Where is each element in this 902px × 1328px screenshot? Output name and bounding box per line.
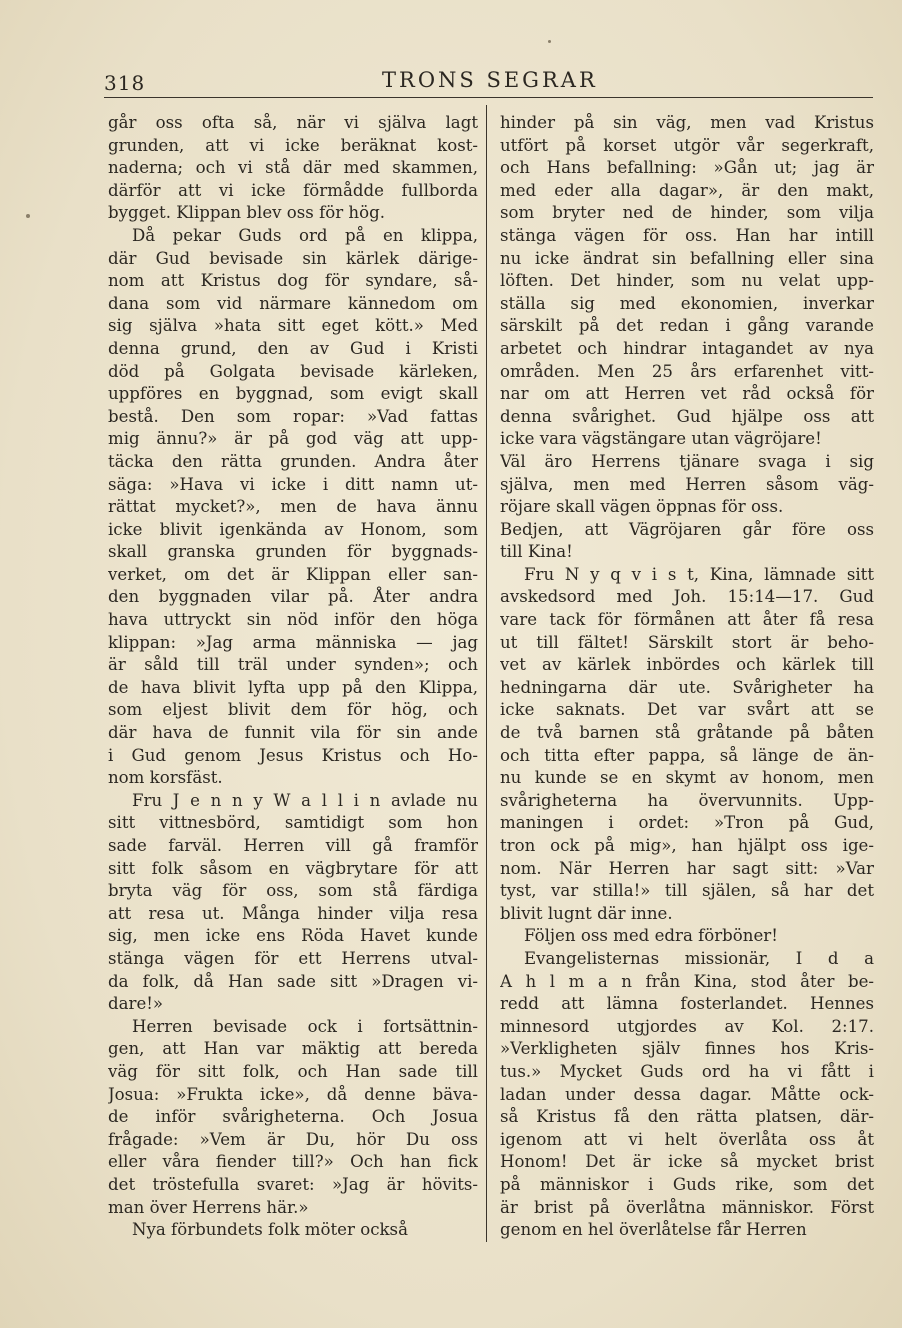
text-line: hinder på sin väg, men vad Kristus bbox=[500, 113, 874, 132]
text-line: sig, men icke ens Röda Havet kunde bbox=[108, 926, 478, 946]
text-line: och titta efter pappa, så länge de än- bbox=[500, 745, 874, 765]
text-line: säga: »Hava vi icke i ditt namn ut- bbox=[108, 474, 478, 494]
text-line: där Gud bevisade sin kärlek därige- bbox=[108, 248, 478, 268]
text-line: till Kina! bbox=[500, 542, 573, 562]
text-line: täcka den rätta grunden. Andra åter bbox=[108, 451, 478, 471]
text-line: hedningarna där ute. Svårigheter ha bbox=[500, 677, 874, 697]
text-line: klippan: »Jag arma människa — jag bbox=[108, 632, 478, 652]
text-line: Bedjen, att Vägröjaren går före oss bbox=[500, 519, 874, 539]
text-line: grunden, att vi icke beräknat kost- bbox=[108, 135, 478, 155]
text-line: väg för sitt folk, och Han sade till bbox=[108, 1061, 478, 1081]
text-line: så Kristus få den rätta platsen, där- bbox=[500, 1107, 874, 1127]
text-line: sade farväl. Herren vill gå framför bbox=[108, 836, 478, 855]
text-line: är såld till träl under synden»; och bbox=[108, 655, 478, 675]
text-line: Väl äro Herrens tjänare svaga i sig bbox=[500, 451, 874, 471]
text-line: icke vara vägstängare utan vägröjare! bbox=[500, 429, 822, 449]
text-line: mig ännu?» är på god väg att upp- bbox=[108, 429, 478, 449]
text-line: bygget. Klippan blev oss för hög. bbox=[108, 203, 385, 223]
text-line: svårigheterna ha övervunnits. Upp- bbox=[500, 790, 874, 810]
text-line: ladan under dessa dagar. Måtte ock- bbox=[500, 1084, 874, 1104]
header-rule bbox=[104, 97, 873, 98]
text-line: är brist på överlåtna människor. Först bbox=[500, 1197, 874, 1217]
text-line: stänga vägen för ett Herrens utval- bbox=[108, 948, 478, 968]
text-line: naderna; och vi stå där med skammen, bbox=[108, 158, 478, 178]
text-line: att resa ut. Många hinder vilja resa bbox=[108, 903, 478, 923]
text-line: löften. Det hinder, som nu velat upp- bbox=[500, 271, 874, 291]
text-line: nar om att Herren vet råd också för bbox=[500, 384, 874, 404]
text-line: Då pekar Guds ord på en klippa, bbox=[132, 225, 478, 245]
text-line: skall granska grunden för byggnads- bbox=[108, 542, 478, 562]
text-line: denna grund, den av Gud i Kristi bbox=[108, 338, 478, 358]
text-line: denna svårighet. Gud hjälpe oss att bbox=[500, 406, 874, 426]
text-line: nom att Kristus dog för syndare, så- bbox=[108, 271, 478, 291]
text-line: dare!» bbox=[108, 994, 164, 1014]
text-line: utfört på korset utgör vår segerkraft, bbox=[500, 135, 874, 155]
text-line: särskilt på det redan i gång varande bbox=[500, 316, 874, 336]
text-line: bestå. Den som ropar: »Vad fattas bbox=[108, 406, 478, 426]
text-line: redd att lämna fosterlandet. Hennes bbox=[500, 994, 874, 1014]
right-column bbox=[500, 112, 874, 1242]
text-line: »Verkligheten själv finnes hos Kris- bbox=[500, 1039, 874, 1059]
text-line: vare tack för förmånen att åter få resa bbox=[500, 610, 874, 630]
text-line: minnesord utgjordes av Kol. 2:17. bbox=[500, 1016, 874, 1036]
text-line: blivit lugnt där inne. bbox=[500, 903, 673, 923]
text-line: da folk, då Han sade sitt »Dragen vi- bbox=[108, 971, 478, 991]
text-line: tyst, var stilla!» till själen, så har det bbox=[500, 881, 874, 901]
text-line: går oss ofta så, när vi själva lagt bbox=[108, 113, 478, 132]
text-line: avskedsord med Joh. 15:14—17. Gud bbox=[500, 587, 874, 607]
text-line: de två barnen stå gråtande på båten bbox=[500, 723, 874, 743]
text-line: Herren bevisade ock i fortsättnin- bbox=[132, 1016, 478, 1036]
text-line: ut till fältet! Särskilt stort är beho- bbox=[500, 632, 874, 652]
text-line: stänga vägen för oss. Han har intill bbox=[500, 225, 874, 245]
text-line: hava uttryckt sin nöd inför den höga bbox=[108, 610, 478, 630]
text-line: genom en hel överlåtelse får Herren bbox=[500, 1220, 807, 1240]
running-title: TRONS SEGRAR bbox=[382, 68, 598, 92]
text-line: Evangelisternas missionär, I d a bbox=[524, 948, 874, 968]
text-line: Följen oss med edra förböner! bbox=[524, 926, 778, 946]
text-line: Josua: »Frukta icke», då denne bäva- bbox=[108, 1084, 478, 1104]
text-line: nu kunde se en skymt av honom, men bbox=[500, 768, 874, 788]
page-number: 318 bbox=[104, 71, 146, 95]
text-line: på människor i Guds rike, som det bbox=[500, 1174, 874, 1194]
text-line: man över Herrens här.» bbox=[108, 1197, 309, 1217]
text-line: icke blivit igenkända av Honom, som bbox=[108, 519, 478, 539]
text-line: dana som vid närmare kännedom om bbox=[108, 293, 478, 313]
text-line: frågade: »Vem är Du, hör Du oss bbox=[108, 1129, 478, 1149]
text-line: tron ock på mig», han hjälpt oss ige- bbox=[500, 836, 874, 855]
text-line: nu icke ändrat sin befallning eller sina bbox=[500, 248, 874, 268]
text-line: den byggnaden vilar på. Åter andra bbox=[108, 587, 478, 607]
text-line: Nya förbundets folk möter också bbox=[132, 1220, 408, 1240]
text-line: sitt vittnesbörd, samtidigt som hon bbox=[108, 813, 478, 833]
text-line: själva, men med Herren såsom väg- bbox=[500, 474, 874, 494]
text-line: maningen i ordet: »Tron på Gud, bbox=[500, 813, 874, 833]
text-line: vet av kärlek inbördes och kärlek till bbox=[500, 655, 874, 675]
text-line: tus.» Mycket Guds ord ha vi fått i bbox=[500, 1061, 874, 1081]
text-line: röjare skall vägen öppnas för oss. bbox=[500, 497, 784, 517]
text-line: i Gud genom Jesus Kristus och Ho- bbox=[108, 745, 478, 765]
text-line: död på Golgata bevisade kärleken, bbox=[108, 361, 478, 381]
text-line: de inför svårigheterna. Och Josua bbox=[108, 1107, 478, 1127]
text-line: uppföres en byggnad, som evigt skall bbox=[108, 384, 478, 404]
text-line: sitt folk såsom en vägbrytare för att bbox=[108, 858, 478, 878]
text-line: med eder alla dagar», är den makt, bbox=[500, 180, 874, 200]
text-line: Honom! Det är icke så mycket brist bbox=[500, 1152, 874, 1172]
text-line: områden. Men 25 års erfarenhet vitt- bbox=[500, 361, 874, 381]
text-line: Fru J e n n y W a l l i n avlade nu bbox=[132, 790, 478, 810]
text-line: och Hans befallning: »Gån ut; jag är bbox=[500, 158, 874, 178]
text-line: sig själva »hata sitt eget kött.» Med bbox=[108, 316, 478, 336]
text-line: där hava de funnit vila för sin ande bbox=[108, 723, 478, 743]
text-line: ställa sig med ekonomien, inverkar bbox=[500, 293, 874, 313]
paper-speck bbox=[548, 40, 551, 43]
text-line: de hava blivit lyfta upp på den Klippa, bbox=[108, 677, 478, 697]
text-line: rättat mycket?», men de hava ännu bbox=[108, 497, 478, 517]
paper-speck bbox=[26, 214, 30, 218]
text-line: eller våra fiender till?» Och han fick bbox=[108, 1152, 478, 1172]
text-line: arbetet och hindrar intagandet av nya bbox=[500, 338, 874, 358]
text-line: A h l m a n från Kina, stod åter be- bbox=[500, 971, 874, 991]
text-line: därför att vi icke förmådde fullborda bbox=[108, 180, 478, 200]
text-line: gen, att Han var mäktig att bereda bbox=[108, 1039, 478, 1059]
text-line: det tröstefulla svaret: »Jag är hövits- bbox=[108, 1174, 478, 1194]
text-line: verket, om det är Klippan eller san- bbox=[108, 564, 478, 584]
text-line: nom korsfäst. bbox=[108, 768, 223, 788]
text-line: Fru N y q v i s t, Kina, lämnade sitt bbox=[524, 564, 874, 584]
text-line: bryta väg för oss, som stå färdiga bbox=[108, 881, 478, 901]
column-divider bbox=[486, 105, 487, 1242]
text-line: igenom att vi helt överlåta oss åt bbox=[500, 1129, 874, 1149]
text-line: nom. När Herren har sagt sitt: »Var bbox=[500, 858, 874, 878]
text-line: som bryter ned de hinder, som vilja bbox=[500, 203, 874, 223]
left-column bbox=[108, 112, 478, 1242]
text-line: icke saknats. Det var svårt att se bbox=[500, 700, 874, 720]
text-line: som eljest blivit dem för hög, och bbox=[108, 700, 478, 720]
